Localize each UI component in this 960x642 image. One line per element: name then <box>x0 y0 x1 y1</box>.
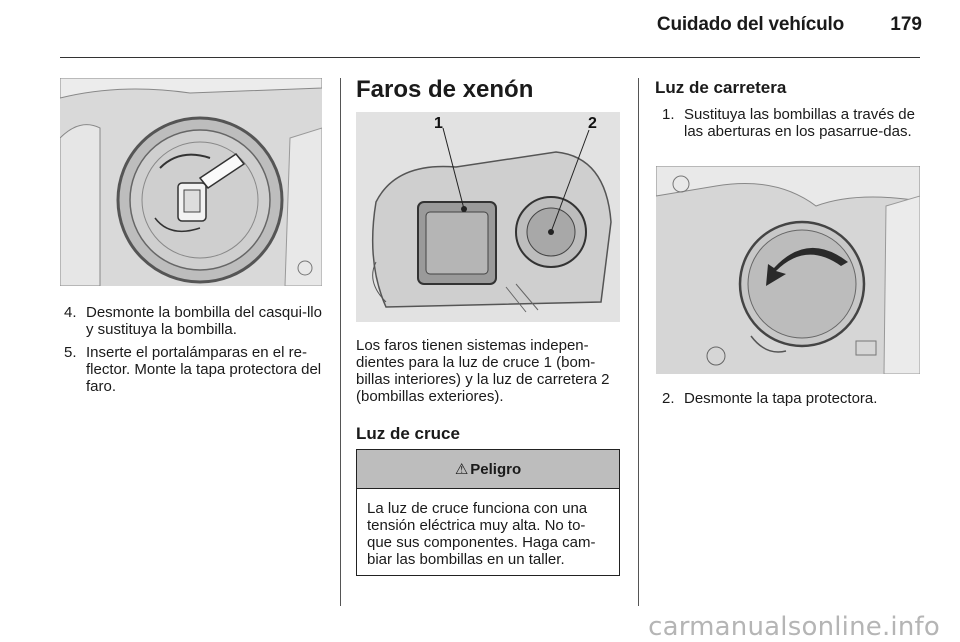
step-number: 5. <box>64 344 77 361</box>
step-text: Inserte el portalámparas en el re-flector. Monte la tapa protectora del faro. <box>86 344 322 395</box>
step-number: 1. <box>662 106 675 123</box>
step-text: Desmonte la tapa protectora. <box>684 390 878 407</box>
list-item <box>662 390 924 407</box>
page-number: 179 <box>890 14 922 35</box>
right-steps-list-bottom <box>662 390 924 413</box>
page-header-title: Cuidado del vehículo <box>656 14 844 35</box>
right-steps-list-top <box>662 106 924 146</box>
list-item <box>662 106 924 140</box>
step-number: 4. <box>64 304 77 321</box>
column-divider-right <box>638 78 639 606</box>
column-divider-left <box>340 78 341 606</box>
callout-2-label: 2 <box>588 115 597 132</box>
xenon-headlamp-figure <box>356 112 620 322</box>
danger-notice <box>356 449 620 576</box>
step-number: 2. <box>662 390 675 407</box>
watermark: carmanualsonline.info <box>648 612 940 642</box>
section-subtitle-dipped-beam: Luz de cruce <box>356 424 460 443</box>
bulb-holder-figure <box>60 78 322 286</box>
danger-title: Peligro <box>470 460 522 478</box>
danger-header <box>357 450 619 489</box>
callout-1-label: 1 <box>434 115 443 132</box>
high-beam-cover-figure <box>656 166 920 374</box>
step-text: Sustituya las bombillas a través de las aberturas en los pasarrue-das. <box>684 106 915 140</box>
list-item <box>64 344 326 395</box>
left-steps-list <box>64 304 326 401</box>
xenon-paragraph: Los faros tienen sistemas indepen-dientes para la luz de cruce 1 (bom-billas interiores) y la luz de carretera 2 (bombillas exteriores). <box>356 337 610 405</box>
section-title-high-beam: Luz de carretera <box>655 78 787 97</box>
section-title-xenon: Faros de xenón <box>356 76 534 103</box>
warning-triangle-icon: ⚠ <box>454 461 469 478</box>
danger-text: La luz de cruce funciona con una tensión eléctrica muy alta. No to-que sus componentes. Haga cam-biar las bombillas en un taller. <box>367 500 596 568</box>
step-text: Desmonte la bombilla del casqui-llo y sustituya la bombilla. <box>86 304 322 338</box>
list-item <box>64 304 326 338</box>
header-rule <box>60 57 920 58</box>
